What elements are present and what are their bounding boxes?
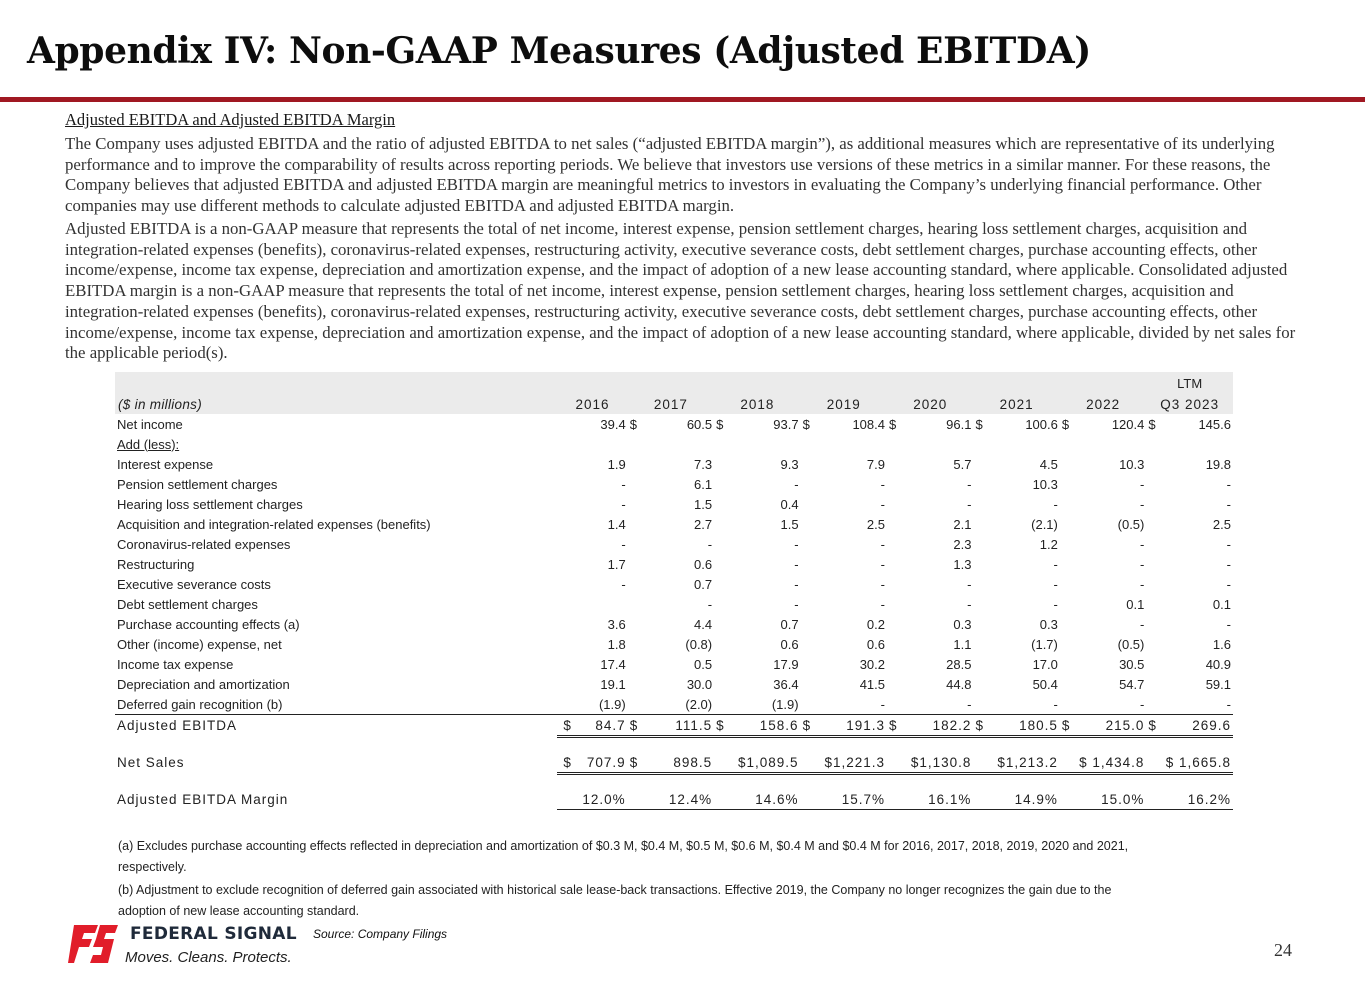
value-cell: -: [794, 476, 799, 492]
value-cell: 9.3: [780, 456, 799, 472]
value-cell: 36.4: [773, 676, 799, 692]
value-cell: 1.3: [953, 556, 972, 572]
value-cell: 30.5: [1119, 656, 1145, 672]
value-cell: 1.1: [953, 636, 972, 652]
dollar-sign: $: [563, 754, 572, 770]
value-cell: 93.7: [773, 416, 799, 432]
value-cell: -: [1060, 694, 1147, 715]
row-label: Net income: [117, 416, 183, 432]
row-label: Adjusted EBITDA Margin: [117, 791, 289, 807]
value-cell: 0.6: [866, 636, 885, 652]
value-cell: -: [1140, 476, 1145, 492]
value-cell: (2.0): [628, 694, 714, 715]
value-cell: -: [1226, 576, 1231, 592]
value-cell: $1,221.3: [801, 752, 887, 774]
value-cell: -: [621, 476, 626, 492]
spacer-row: [115, 737, 1233, 753]
value-cell: $1,089.5: [714, 752, 800, 774]
value-cell: 19.8: [1205, 456, 1231, 472]
dollar-sign: $: [628, 715, 644, 737]
value-cell: -: [967, 476, 972, 492]
row-label: Net Sales: [117, 755, 185, 771]
value-cell: -: [1146, 694, 1233, 715]
dollar-sign: $: [1061, 416, 1070, 432]
dollar-sign: $: [973, 715, 989, 737]
value-cell: 1.5: [694, 496, 713, 512]
value-cell: 1.6: [1212, 636, 1231, 652]
value-cell: 2.5: [1212, 516, 1231, 532]
adjustment-row: [115, 454, 1233, 474]
value-cell: -: [621, 576, 626, 592]
value-cell: 0.1: [1212, 596, 1231, 612]
page-title: Appendix IV: Non-GAAP Measures (Adjusted EBITDA): [27, 30, 1091, 72]
value-cell: 17.9: [773, 656, 799, 672]
col-ltm-q3-2023: Q3 2023: [1146, 394, 1233, 414]
value-cell: 2.1: [953, 516, 972, 532]
value-cell: 108.4: [852, 416, 885, 432]
federal-signal-logo-icon: [68, 921, 118, 965]
value-cell: -: [880, 496, 885, 512]
value-cell: -: [967, 496, 972, 512]
spacer-row: [115, 774, 1233, 790]
value-cell: 16.1%: [887, 789, 973, 810]
footnote-b: (b) Adjustment to exclude recognition of deferred gain associated with historical sale lease-back transactions. Effective 2019, the Company no longer recognizes the gain due to the adoption of new lease accounting standard.: [118, 883, 1112, 918]
brand-tagline: Moves. Cleans. Protects.: [125, 949, 292, 966]
value-cell: $ 1,434.8: [1060, 752, 1147, 774]
definition-paragraph: Adjusted EBITDA is a non-GAAP measure that represents the total of net income, interest expense, pension settlement charges, hearing loss settlement charges, acquisition and integration-related expenses (benefits), coronavirus-related expenses, restructuring activity, executive severance costs, debt settlement charges, purchase accounting effects, other income/expense, income tax expense, depreciation and amortization expense, and the impact of adoption of a new lease accounting standard, where applicable. Consolidated adjusted EBITDA margin is a non-GAAP measure that represents the total of net income, interest expense, pension settlement charges, hearing loss settlement charges, acquisition and integration-related expenses (benefits), coronavirus-related expenses, restructuring activity, executive severance costs, debt settlement charges, purchase accounting effects, other income/expense, income tax expense, depreciation and amortization expense, and the impact of adoption of a new lease accounting standard, where applicable, divided by net sales for the applicable period(s).: [65, 219, 1296, 363]
value-cell: 2.3: [953, 536, 972, 552]
value-cell: 28.5: [946, 656, 972, 672]
value-cell: $1,130.8: [887, 752, 973, 774]
value-cell: 1.9: [607, 456, 626, 472]
add-less-label: Add (less):: [117, 436, 180, 452]
adjustment-row: [115, 634, 1233, 654]
col-2021: 2021: [973, 394, 1059, 414]
col-2017: 2017: [628, 394, 714, 414]
value-cell: 12.0%: [557, 789, 627, 810]
value-cell: 191.3: [817, 715, 887, 737]
value-cell: 19.1: [600, 676, 626, 692]
dollar-sign: $: [629, 416, 637, 432]
intro-paragraph: The Company uses adjusted EBITDA and the ratio of adjusted EBITDA to net sales (“adjusted EBITDA margin”), as additional measures which are representative of its underlying performance and to improve the comparability of results across reporting periods. We believe that investors use versions of these metrics in a similar manner. For these reasons, the Company believes that adjusted EBITDA and adjusted EBITDA margin are meaningful metrics to investors in evaluating the Company’s underlying financial performance. Other companies may use different methods to calculate adjusted EBITDA and adjusted EBITDA margin.: [65, 134, 1275, 216]
net-sales-row: [115, 752, 1233, 774]
value-cell: 111.5: [644, 715, 714, 737]
value-cell: -: [880, 576, 885, 592]
row-label: Pension settlement charges: [117, 476, 278, 492]
value-cell: -: [1140, 616, 1145, 632]
value-cell: -: [1226, 476, 1231, 492]
value-cell: 59.1: [1205, 676, 1231, 692]
value-cell: [557, 752, 627, 774]
col-2018: 2018: [714, 394, 800, 414]
value-cell: 41.5: [859, 676, 885, 692]
adjusted-ebitda-table: [115, 372, 1233, 810]
value-cell: -: [1226, 496, 1231, 512]
value-cell: (0.5): [1117, 516, 1145, 532]
value-cell: 12.4%: [628, 789, 714, 810]
adjustment-row: [115, 474, 1233, 494]
value-cell: -: [707, 596, 713, 612]
dollar-sign: $: [563, 717, 572, 733]
value-cell: -: [967, 596, 972, 612]
adjustment-row: [115, 654, 1233, 674]
value-cell: 898.5: [644, 752, 714, 774]
value-cell: 30.0: [686, 676, 713, 692]
row-label: Income tax expense: [117, 656, 234, 672]
row-label: Coronavirus-related expenses: [117, 536, 291, 552]
dollar-sign: $: [628, 752, 644, 774]
value-cell: 145.6: [1198, 416, 1231, 432]
value-cell: -: [887, 694, 973, 715]
title-divider: [0, 97, 1365, 102]
value-cell: 15.0%: [1060, 789, 1147, 810]
page-number: 24: [1274, 940, 1292, 960]
value-cell: 17.0: [1032, 656, 1058, 672]
value-cell: 96.1: [946, 416, 972, 432]
row-label: Other (income) expense, net: [117, 636, 282, 652]
units-label: ($ in millions): [115, 394, 557, 414]
value-cell: 7.3: [694, 456, 713, 472]
value-text: 707.9: [586, 754, 626, 770]
dollar-sign: $: [1060, 715, 1076, 737]
adjustment-row: [115, 494, 1233, 514]
value-cell: 50.4: [1032, 676, 1058, 692]
value-cell: (0.5): [1117, 636, 1145, 652]
adjusted-ebitda-row: [115, 715, 1233, 737]
value-cell: -: [794, 556, 799, 572]
adjustment-row: [115, 614, 1233, 634]
adjusted-ebitda-margin-row: [115, 789, 1233, 810]
adjustment-row: [115, 694, 1233, 715]
adjustment-row: [115, 574, 1233, 594]
dollar-sign: $: [887, 715, 903, 737]
ltm-label: LTM: [1146, 372, 1233, 394]
dollar-sign: $: [716, 416, 724, 432]
value-cell: $ 1,665.8: [1146, 752, 1233, 774]
value-cell: $1,213.2: [973, 752, 1059, 774]
value-cell: 269.6: [1162, 715, 1233, 737]
col-2016: 2016: [557, 394, 627, 414]
value-cell: 0.6: [780, 636, 799, 652]
adjustment-row: [115, 554, 1233, 574]
value-cell: 2.5: [866, 516, 885, 532]
value-cell: -: [1226, 616, 1231, 632]
dollar-sign: $: [802, 416, 810, 432]
dollar-sign: $: [714, 715, 730, 737]
value-cell: -: [794, 596, 799, 612]
value-cell: -: [1140, 496, 1145, 512]
value-cell: 60.5: [686, 416, 713, 432]
value-cell: -: [880, 476, 885, 492]
value-cell: -: [967, 576, 972, 592]
value-cell: 0.7: [694, 576, 713, 592]
value-cell: 44.8: [946, 676, 972, 692]
value-cell: 0.3: [1039, 616, 1058, 632]
value-cell: 17.4: [600, 656, 626, 672]
value-cell: 14.9%: [973, 789, 1059, 810]
value-cell: 180.5: [990, 715, 1060, 737]
value-cell: 40.9: [1205, 656, 1231, 672]
value-cell: 4.4: [694, 616, 713, 632]
dollar-sign: $: [889, 416, 897, 432]
value-cell: -: [880, 596, 885, 612]
value-cell: -: [794, 536, 799, 552]
value-cell: -: [1226, 556, 1231, 572]
row-label: Adjusted EBITDA: [117, 718, 238, 734]
row-label: Hearing loss settlement charges: [117, 496, 303, 512]
value-cell: 30.2: [859, 656, 885, 672]
value-cell: [557, 715, 627, 737]
value-cell: -: [1140, 536, 1145, 552]
col-2019: 2019: [801, 394, 887, 414]
value-cell: -: [621, 536, 626, 552]
row-label: Debt settlement charges: [117, 596, 258, 612]
value-cell: -: [707, 536, 713, 552]
value-cell: 14.6%: [714, 789, 800, 810]
adjustments-body: [115, 454, 1233, 715]
value-cell: 0.6: [694, 556, 713, 572]
value-cell: 2.7: [694, 516, 713, 532]
value-cell: -: [801, 694, 887, 715]
value-cell: 7.9: [866, 456, 885, 472]
value-cell: -: [880, 536, 885, 552]
value-cell: 54.7: [1119, 676, 1145, 692]
value-cell: 16.2%: [1146, 789, 1233, 810]
row-label: Executive severance costs: [117, 576, 271, 592]
add-less-row: [115, 434, 1233, 454]
adjustment-row: [115, 534, 1233, 554]
value-cell: (1.7): [1031, 636, 1058, 652]
dollar-sign: $: [1148, 416, 1156, 432]
value-cell: 120.4: [1111, 416, 1145, 432]
value-cell: 1.7: [607, 556, 626, 572]
section-heading: Adjusted EBITDA and Adjusted EBITDA Margin: [65, 110, 396, 129]
value-cell: 15.7%: [801, 789, 887, 810]
value-cell: 0.4: [780, 496, 799, 512]
adjustment-row: [115, 594, 1233, 614]
value-cell: (1.9): [557, 694, 627, 715]
source-note: Source: Company Filings: [313, 927, 448, 941]
adjustment-row: [115, 674, 1233, 694]
value-cell: -: [621, 496, 626, 512]
value-cell: -: [1226, 536, 1231, 552]
value-cell: [557, 594, 627, 614]
value-cell: (1.9): [714, 694, 800, 715]
value-text: 84.7: [595, 717, 626, 733]
row-label: Restructuring: [117, 556, 195, 572]
col-2022: 2022: [1060, 394, 1147, 414]
adjustment-row: [115, 514, 1233, 534]
value-cell: 10.3: [1119, 456, 1145, 472]
col-2020: 2020: [887, 394, 973, 414]
dollar-sign: $: [975, 416, 983, 432]
table-header-row: [115, 394, 1233, 414]
value-cell: -: [1140, 576, 1145, 592]
value-cell: 4.5: [1039, 456, 1058, 472]
brand-name: FEDERAL SIGNAL: [130, 924, 297, 944]
row-label: Interest expense: [117, 456, 214, 472]
value-cell: -: [1053, 576, 1058, 592]
value-cell: 10.3: [1032, 476, 1058, 492]
value-cell: -: [1140, 556, 1145, 572]
value-cell: 3.6: [607, 616, 626, 632]
value-cell: 0.1: [1126, 596, 1145, 612]
value-cell: 100.6: [1025, 416, 1058, 432]
value-cell: 1.2: [1039, 536, 1058, 552]
row-label: Depreciation and amortization: [117, 676, 290, 692]
value-cell: 182.2: [903, 715, 973, 737]
value-cell: 1.4: [607, 516, 626, 532]
value-cell: -: [880, 556, 885, 572]
value-cell: 0.7: [780, 616, 799, 632]
value-cell: -: [1053, 596, 1058, 612]
row-label: Purchase accounting effects (a): [117, 616, 300, 632]
value-cell: -: [794, 576, 799, 592]
value-cell: 39.4: [600, 416, 626, 432]
table-header-ltm-row: [115, 372, 1233, 394]
net-income-row: [115, 414, 1233, 434]
value-cell: 1.8: [607, 636, 626, 652]
value-cell: 5.7: [953, 456, 972, 472]
row-label: Deferred gain recognition (b): [115, 694, 557, 715]
value-cell: 6.1: [694, 476, 713, 492]
value-cell: (0.8): [685, 636, 713, 652]
value-cell: -: [1053, 556, 1058, 572]
row-label: Acquisition and integration-related expenses (benefits): [117, 516, 431, 532]
value-cell: 0.5: [694, 656, 713, 672]
value-cell: 1.5: [780, 516, 799, 532]
value-cell: 215.0: [1076, 715, 1146, 737]
value-cell: 0.3: [953, 616, 972, 632]
dollar-sign: $: [801, 715, 817, 737]
dollar-sign: $: [1146, 715, 1162, 737]
value-cell: 0.2: [866, 616, 885, 632]
value-cell: -: [973, 694, 1059, 715]
value-cell: 158.6: [730, 715, 800, 737]
value-cell: (2.1): [1031, 516, 1058, 532]
footnote-a: (a) Excludes purchase accounting effects reflected in depreciation and amortization of $0.3 M, $0.4 M, $0.5 M, $0.6 M, $0.4 M and $0.4 M for 2016, 2017, 2018, 2019, 2020 and 2021, respectively.: [118, 839, 1129, 874]
value-cell: -: [1053, 496, 1058, 512]
